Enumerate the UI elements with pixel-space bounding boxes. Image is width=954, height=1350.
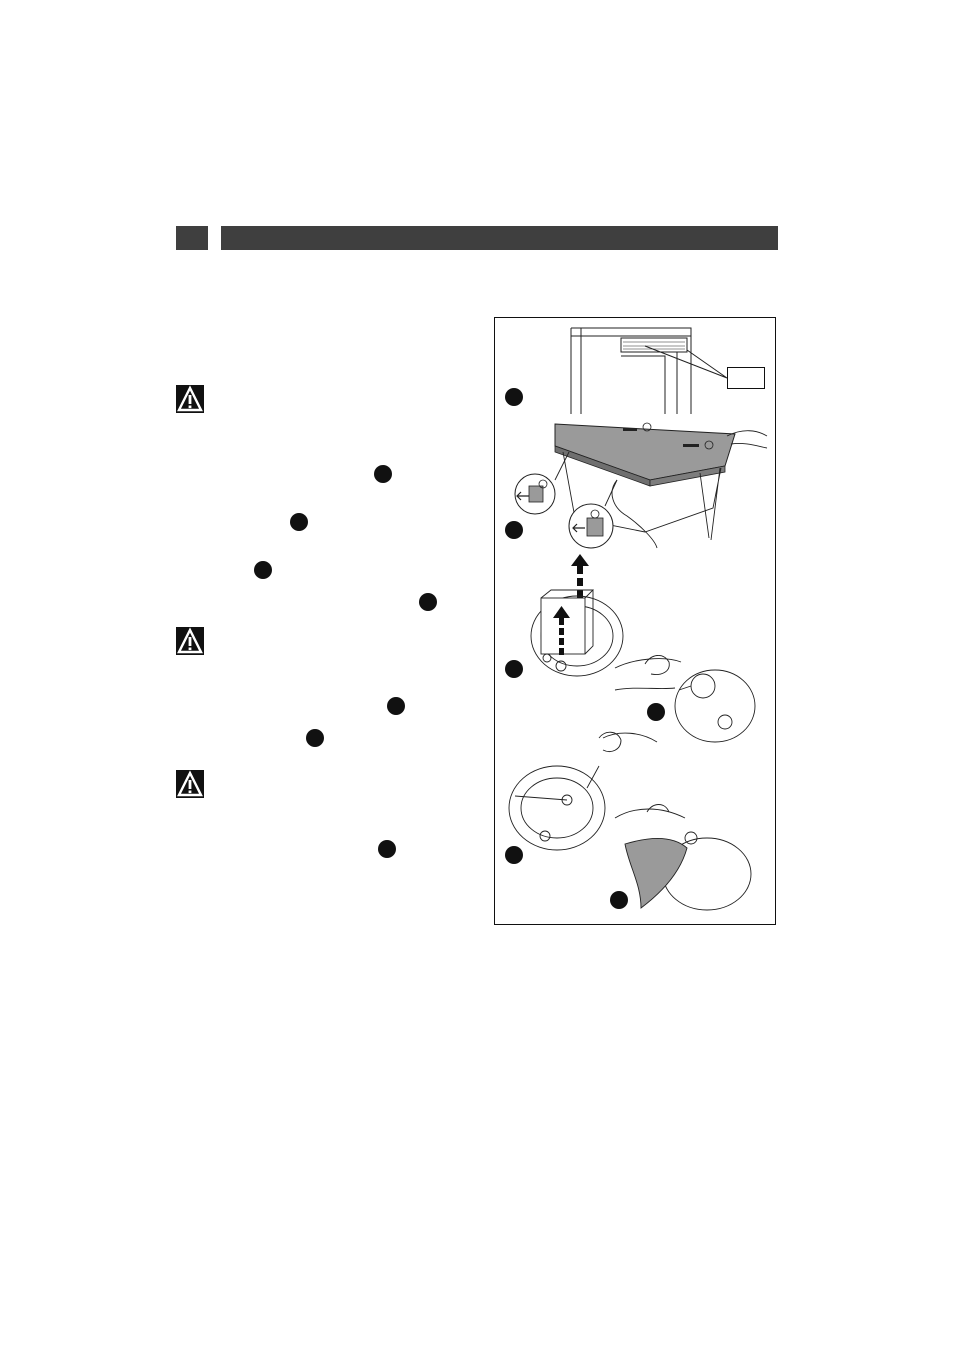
page-number-block — [176, 226, 208, 250]
warning-icon — [176, 627, 204, 655]
step-marker — [374, 465, 392, 483]
warning-icon — [176, 770, 204, 798]
step-marker — [610, 891, 628, 909]
step-marker — [387, 697, 405, 715]
step-marker — [505, 388, 523, 406]
step-marker — [505, 521, 523, 539]
section-header-bar — [221, 226, 778, 250]
warning-icon — [176, 385, 204, 413]
step-marker — [378, 840, 396, 858]
figure-label-box — [727, 367, 765, 389]
step-marker — [419, 593, 437, 611]
step-marker — [290, 513, 308, 531]
illustration-panel — [494, 317, 776, 925]
step-marker — [505, 660, 523, 678]
step-marker — [254, 561, 272, 579]
step-marker — [647, 703, 665, 721]
step-marker — [306, 729, 324, 747]
step-marker — [505, 846, 523, 864]
appliance-illustration — [495, 318, 777, 926]
